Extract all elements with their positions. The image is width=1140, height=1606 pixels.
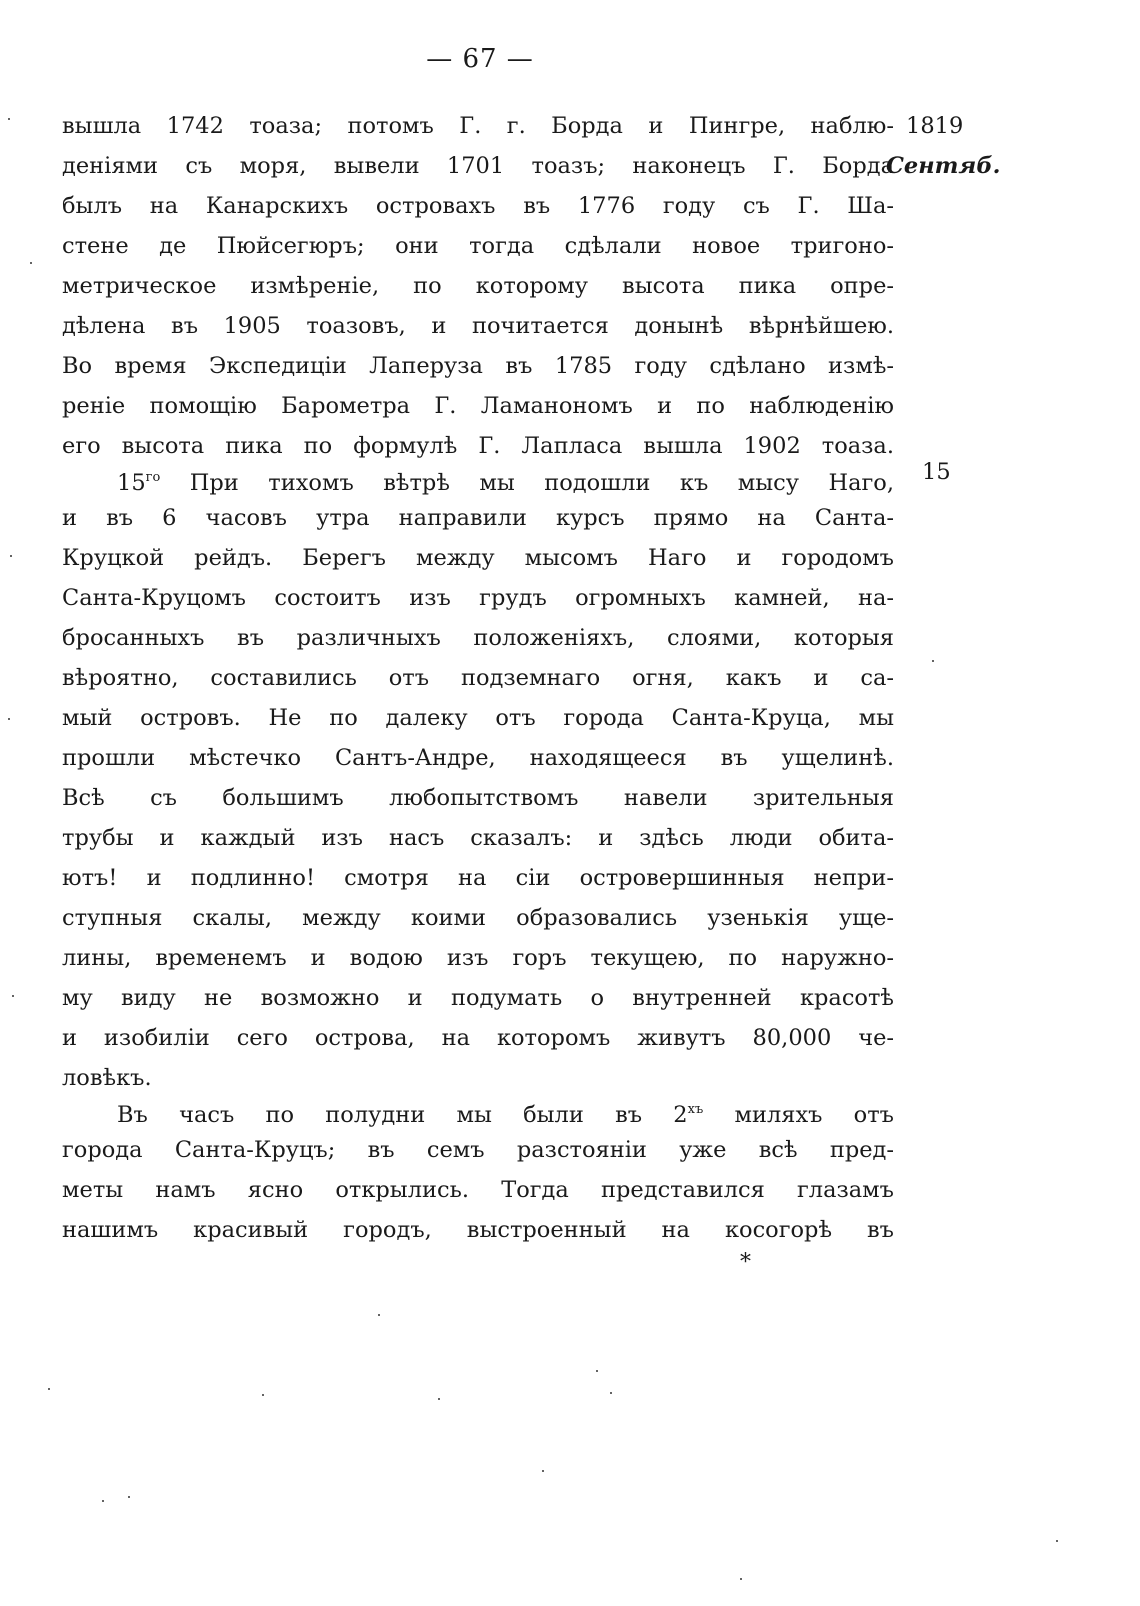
scan-speck: [740, 1578, 742, 1580]
scan-speck: [48, 1388, 50, 1390]
scan-speck: [1056, 1540, 1058, 1542]
text-line: мый островъ. Не по далеку отъ города Санта-Круца, мы: [62, 705, 894, 731]
text-line-first: [62, 1090, 894, 1130]
text-line: нашимъ красивый городъ, выстроенный на косогорѣ въ: [62, 1217, 894, 1243]
paragraph-1: [62, 106, 894, 466]
scan-speck: [932, 660, 934, 662]
text-line: метрическое измѣреніе, по которому высота пика опре-: [62, 273, 894, 299]
text-line: его высота пика по формулѣ Г. Лапласа вышла 1902 тоаза.: [62, 433, 894, 459]
text-line: и въ 6 часовъ утра направили курсъ прямо на Санта-: [62, 505, 894, 531]
margin-note-month: Сентяб.: [886, 153, 1001, 179]
paragraph-3: [62, 1090, 894, 1250]
first-line-text-b: миляхъ отъ: [703, 1102, 894, 1128]
text-line: вышла 1742 тоаза; потомъ Г. г. Борда и Пингре, наблю-: [62, 113, 894, 139]
margin-note-day: 15: [922, 459, 951, 485]
scan-speck: [596, 1370, 598, 1372]
scan-speck: [12, 995, 14, 997]
text-line: лины, временемъ и водою изъ горъ текущею, по наружно-: [62, 945, 894, 971]
scan-speck: [610, 1392, 612, 1394]
scan-speck: [10, 555, 12, 557]
text-line: вѣроятно, составились отъ подземнаго огня, какъ и са-: [62, 665, 894, 691]
text-line: меты намъ ясно открылись. Тогда представился глазамъ: [62, 1177, 894, 1203]
text-line: ютъ! и подлинно! смотря на сіи островершинныя непри-: [62, 865, 894, 891]
text-line: Всѣ съ большимъ любопытствомъ навели зрительныя: [62, 785, 894, 811]
text-line: реніе помощію Барометра Г. Ламанономъ и по наблюденію: [62, 393, 894, 419]
page-number: — 67 —: [426, 44, 534, 74]
text-line: ступныя скалы, между коими образовались узенькія уще-: [62, 905, 894, 931]
margin-note-year: 1819: [906, 113, 964, 139]
paragraph-2: [62, 458, 894, 1098]
first-line-text-a: Въ часъ по полудни мы были въ 2: [117, 1102, 688, 1128]
text-line: былъ на Канарскихъ островахъ въ 1776 году съ Г. Ша-: [62, 193, 894, 219]
scan-speck: [102, 1500, 104, 1502]
text-line: му виду не возможно и подумать о внутренней красотѣ: [62, 985, 894, 1011]
scan-speck: [262, 1394, 264, 1396]
scan-speck: [378, 1314, 380, 1316]
scan-speck: [8, 718, 10, 720]
date-number: 15: [117, 470, 146, 496]
text-line: Во время Экспедиціи Лаперуза въ 1785 году сдѣлано измѣ-: [62, 353, 894, 379]
text-line: и изобиліи сего острова, на которомъ живутъ 80,000 че-: [62, 1025, 894, 1051]
text-line: Круцкой рейдъ. Берегъ между мысомъ Наго и городомъ: [62, 545, 894, 571]
text-line: прошли мѣстечко Сантъ-Андре, находящееся въ ущелинѣ.: [62, 745, 894, 771]
date-suffix: го: [145, 470, 161, 485]
superscript: хъ: [687, 1102, 704, 1117]
scan-speck: [8, 118, 10, 120]
scan-speck: [30, 262, 32, 264]
text-line: ловѣкъ.: [62, 1065, 152, 1091]
text-line: бросанныхъ въ различныхъ положеніяхъ, слоями, которыя: [62, 625, 894, 651]
scan-speck: [128, 1496, 130, 1498]
text-line: трубы и каждый изъ насъ сказалъ: и здѣсь люди обита-: [62, 825, 894, 851]
signature-mark: *: [740, 1250, 751, 1275]
text-line-first: [62, 458, 894, 498]
first-line-text: При тихомъ вѣтрѣ мы подошли къ мысу Наго,: [189, 470, 894, 496]
text-line: деніями съ моря, вывели 1701 тоазъ; наконецъ Г. Борда: [62, 153, 894, 179]
text-line: Санта-Круцомъ состоитъ изъ грудъ огромныхъ камней, на-: [62, 585, 894, 611]
text-line: города Санта-Круцъ; въ семъ разстояніи уже всѣ пред-: [62, 1137, 894, 1163]
text-line: стене де Пюйсегюръ; они тогда сдѣлали новое тригоно-: [62, 233, 894, 259]
text-line: дѣлена въ 1905 тоазовъ, и почитается донынѣ вѣрнѣйшею.: [62, 313, 894, 339]
scan-speck: [542, 1470, 544, 1472]
scan-speck: [438, 1398, 440, 1400]
